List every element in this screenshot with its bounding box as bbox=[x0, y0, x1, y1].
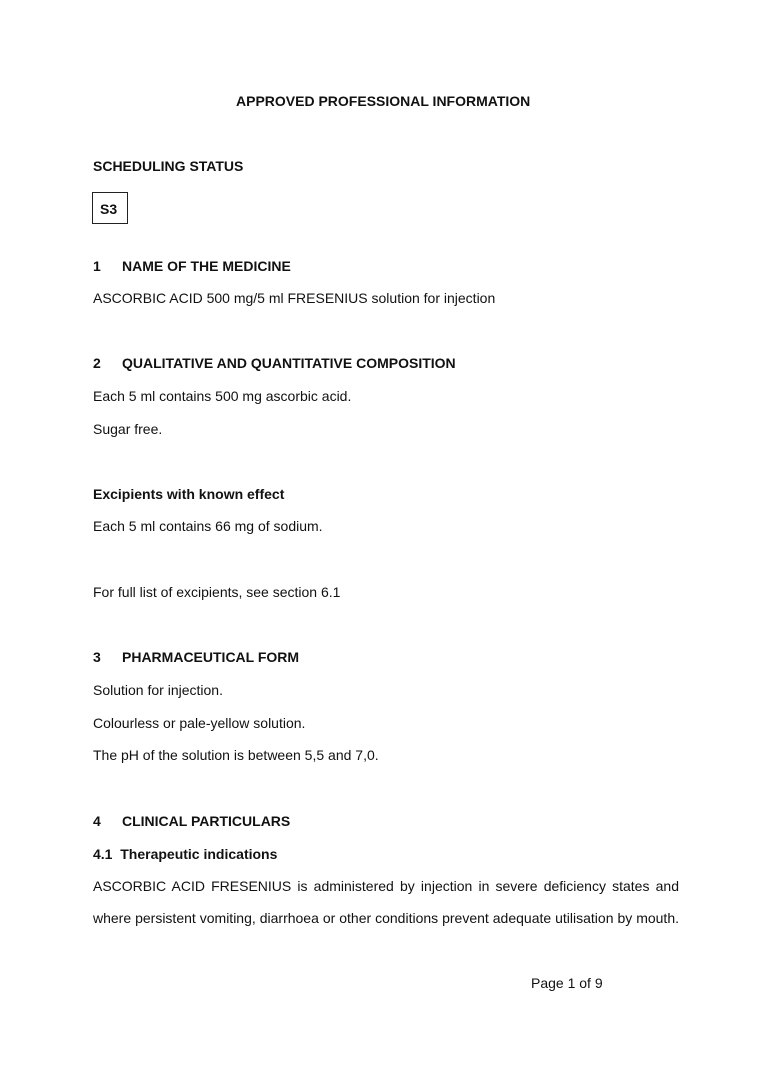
section-1-line: ASCORBIC ACID 500 mg/5 ml FRESENIUS solution for injection bbox=[93, 290, 496, 306]
excipients-line: Each 5 ml contains 66 mg of sodium. bbox=[93, 518, 323, 534]
section-2-line: Sugar free. bbox=[93, 421, 163, 437]
section-4-line: where persistent vomiting, diarrhoea or other conditions prevent adequate utilisation by mouth. bbox=[93, 910, 679, 926]
section-2-heading: QUALITATIVE AND QUANTITATIVE COMPOSITION bbox=[122, 355, 456, 371]
document-title: APPROVED PROFESSIONAL INFORMATION bbox=[236, 93, 531, 109]
section-3-line: The pH of the solution is between 5,5 and 7,0. bbox=[93, 747, 379, 763]
section-2-number: 2 bbox=[93, 355, 101, 371]
section-3-line: Solution for injection. bbox=[93, 682, 223, 698]
section-2-line: Each 5 ml contains 500 mg ascorbic acid. bbox=[93, 388, 352, 404]
section-1-number: 1 bbox=[93, 258, 101, 274]
section-4-number: 4 bbox=[93, 813, 101, 829]
section-1-heading: NAME OF THE MEDICINE bbox=[122, 258, 291, 274]
scheduling-status-box bbox=[92, 192, 128, 224]
therapeutic-indications-heading: 4.1 Therapeutic indications bbox=[93, 846, 278, 862]
section-3-heading: PHARMACEUTICAL FORM bbox=[122, 649, 300, 665]
excipients-footnote: For full list of excipients, see section 6.1 bbox=[93, 584, 341, 600]
scheduling-status-heading: SCHEDULING STATUS bbox=[93, 158, 244, 174]
section-4-heading: CLINICAL PARTICULARS bbox=[122, 813, 291, 829]
scheduling-status-value: S3 bbox=[100, 201, 118, 217]
section-3-line: Colourless or pale-yellow solution. bbox=[93, 715, 306, 731]
section-4-line: ASCORBIC ACID FRESENIUS is administered by injection in severe deficiency states and bbox=[93, 878, 679, 894]
page-number: Page 1 of 9 bbox=[531, 975, 603, 991]
excipients-heading: Excipients with known effect bbox=[93, 486, 285, 502]
section-3-number: 3 bbox=[93, 649, 101, 665]
